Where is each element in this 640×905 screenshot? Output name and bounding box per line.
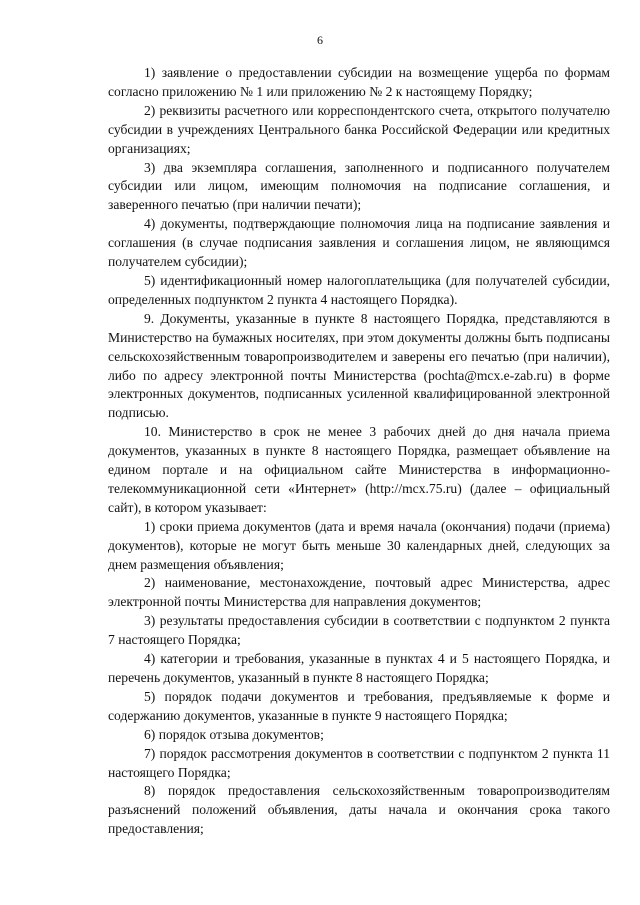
paragraph-clause-10-item-6: 6) порядок отзыва документов; bbox=[144, 726, 324, 742]
paragraph-clause-10-item-8: 8) порядок предоставления сельскохозяйственным товаропроизводителям разъяснений положений объявления, даты начала и окончания срока такого предоставления; bbox=[108, 783, 610, 837]
paragraph-item-1-application: 1) заявление о предоставлении субсидии на возмещение ущерба по формам согласно приложению № 1 или приложению № 2 к настоящему Порядку; bbox=[108, 65, 610, 99]
document-body bbox=[108, 64, 610, 839]
paragraph-clause-10-item-2: 2) наименование, местонахождение, почтовый адрес Министерства, адрес электронной почты Министерства для направления документов; bbox=[108, 575, 610, 610]
paragraph-item-4-authority-documents: 4) документы, подтверждающие полномочия лица на подписание заявления и соглашения (в случае подписания заявления и соглашения лицом, не являющимся получателем субсидии); bbox=[108, 216, 610, 270]
paragraph-clause-10-item-3: 3) результаты предоставления субсидии в соответствии с подпунктом 2 пункта 7 настоящего Порядка; bbox=[108, 613, 610, 648]
paragraph-item-2-bank-details: 2) реквизиты расчетного или корреспондентского счета, открытого получателю субсидии в учреждениях Центрального банка Российской Федерации или кредитных организациях; bbox=[108, 102, 610, 156]
paragraph-clause-9: 9. Документы, указанные в пункте 8 настоящего Порядка, представляются в Министерство на бумажных носителях, при этом документы должны быть подписаны сельскохозяйственным товаропроизводителем и заверены его печатью (при наличии), либо по адресу электронной почты Министерства (pochta@mcx.e-zab.ru) в форме электронных документов, подписанных усиленной квалифицированной электронной подписью. bbox=[108, 310, 610, 421]
paragraph-clause-10-item-5: 5) порядок подачи документов и требования, предъявляемые к форме и содержанию документов, указанные в пункте 9 настоящего Порядка; bbox=[108, 688, 610, 723]
paragraph-clause-10-item-4: 4) категории и требования, указанные в пунктах 4 и 5 настоящего Порядка, и перечень документов, указанный в пункте 8 настоящего Порядка; bbox=[108, 651, 610, 685]
paragraph-clause-10-item-1: 1) сроки приема документов (дата и время начала (окончания) подачи (приема) документов), которые не могут быть меньше 30 календарных дней, следующих за днем размещения объявления; bbox=[108, 518, 610, 572]
page-number: 6 bbox=[317, 33, 323, 47]
paragraph-clause-10-item-7: 7) порядок рассмотрения документов в соответствии с подпунктом 2 пункта 11 настоящего Порядка; bbox=[108, 745, 610, 780]
paragraph-item-3-agreement-copies: 3) два экземпляра соглашения, заполненного и подписанного получателем субсидии или лицом, имеющим полномочия на подписание соглашения, и заверенного печатью (при наличии печати); bbox=[108, 159, 610, 213]
paragraph-item-5-taxpayer-id: 5) идентификационный номер налогоплательщика (для получателей субсидии, определенных подпунктом 2 пункта 4 настоящего Порядка). bbox=[108, 272, 610, 307]
paragraph-clause-10: 10. Министерство в срок не менее 3 рабочих дней до дня начала приема документов, указанных в пункте 8 настоящего Порядка, размещает объявление на едином портале и на официальном сайте Министерства в информационно-телекоммуникационной сети «Интернет» (http://mcx.75.ru) (далее – официальный сайт), в котором указывает: bbox=[108, 424, 610, 515]
